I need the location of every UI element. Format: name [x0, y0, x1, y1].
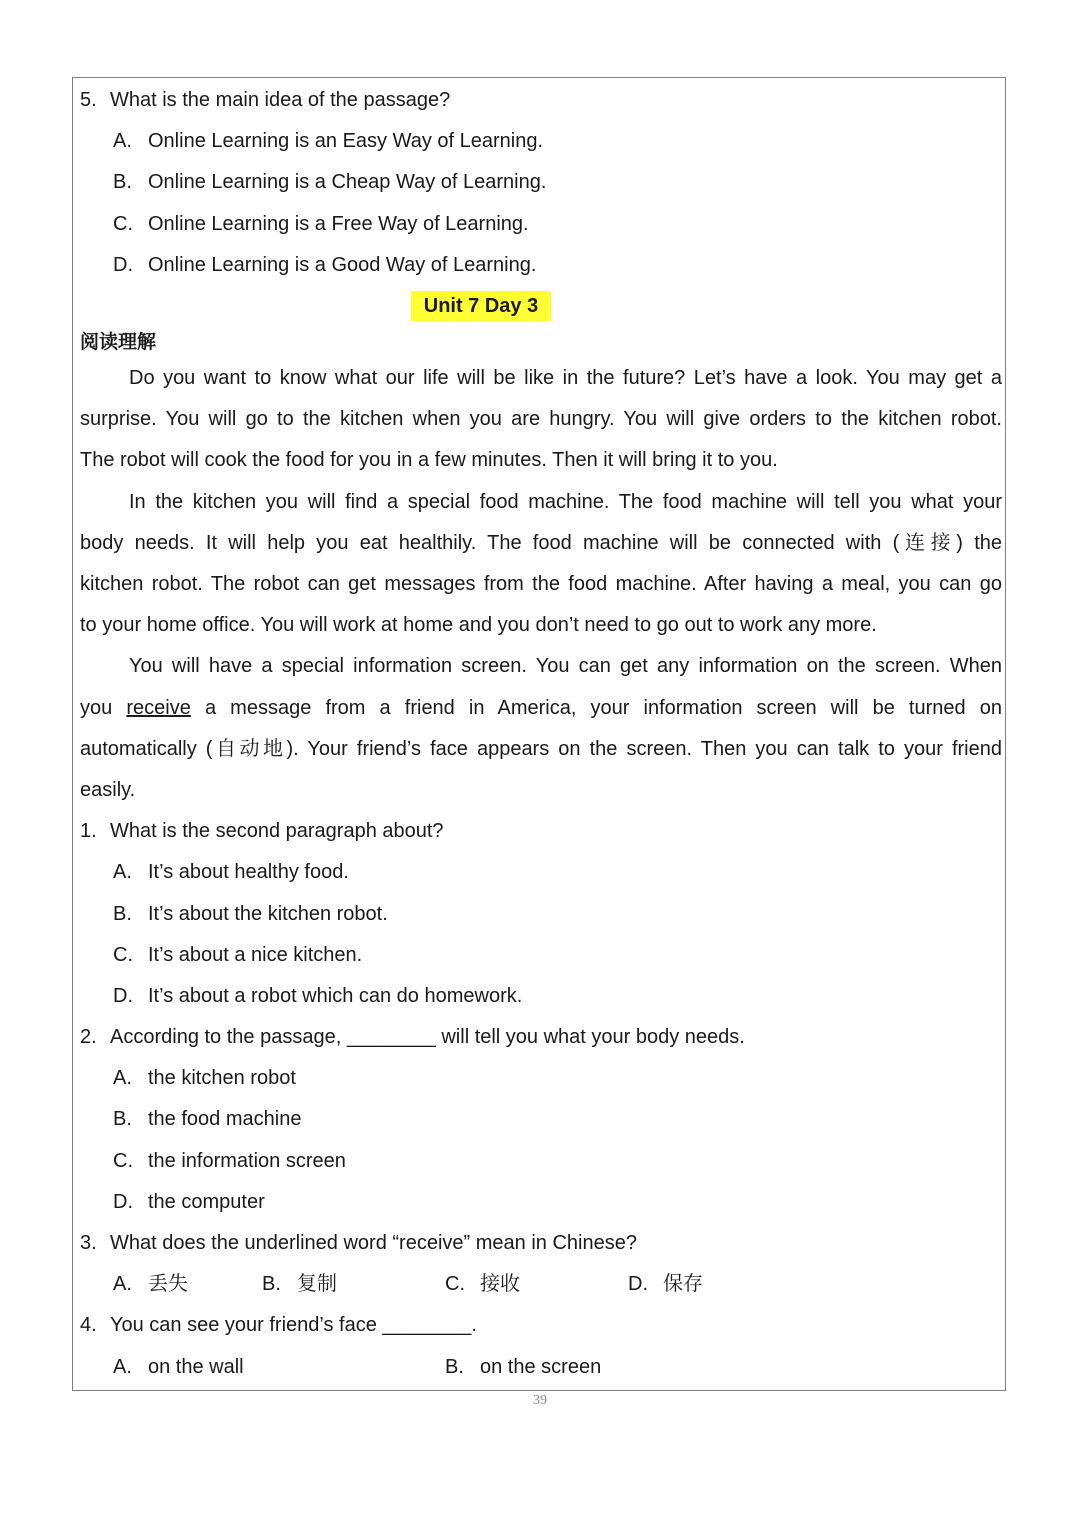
option-a: A. on the wall [113, 1355, 244, 1378]
option-a: A. 丢失 [113, 1273, 188, 1296]
option-d: D. Online Learning is a Good Way of Learning. [113, 253, 537, 276]
question-3: 3. What does the underlined word “receive” mean in Chinese? [80, 1232, 637, 1255]
passage-paragraph-3: You will have a special information screen. You can get any information on the screen. When you receive a message from a friend in America, your information screen will be turned on automatically (自动地). Your friend’s face appears on the screen. Then you can talk to your friend easily. [80, 655, 1002, 801]
option-b: B. the food machine [113, 1108, 302, 1131]
option-d: D. the computer [113, 1190, 265, 1213]
question-5-prev [80, 80, 1002, 121]
options-row [80, 1264, 1002, 1305]
option-d: D. 保存 [628, 1273, 703, 1296]
passage-paragraph-1: Do you want to know what our life will be like in the future? Let’s have a look. You may get a surprise. You will go to the kitchen when you are hungry. You will give orders to the kitchen robot. The robot will cook the food for you in a few minutes. Then it will bring it to you. [80, 366, 1002, 472]
passage-paragraph-2: In the kitchen you will find a special food machine. The food machine will tell you what your body needs. It will help you eat healthily. The food machine will be connected with (连接) the kitchen robot. The robot can get messages from the food machine. After having a meal, you can go to your home office. You will work at home and you don’t need to go out to work any more. [80, 490, 1002, 637]
underlined-word: receive [126, 696, 191, 719]
option-c: C. 接收 [445, 1273, 520, 1296]
section-label: 阅读理解 [80, 330, 157, 353]
option-b: B. Online Learning is a Cheap Way of Learning. [113, 171, 547, 194]
question-text: What is the main idea of the passage? [110, 89, 451, 111]
option-a: A. It’s about healthy food. [113, 861, 349, 884]
question-number: 5. [80, 89, 97, 111]
option-a: A. Online Learning is an Easy Way of Learning. [113, 130, 544, 153]
passage-line-with-underline: you receive a message from a friend in America, your information screen will be turned on [80, 696, 1002, 719]
option-a: A. the kitchen robot [113, 1067, 296, 1090]
question-4: 4. You can see your friend’s face ________. [80, 1314, 477, 1337]
option-c: C. Online Learning is a Free Way of Learning. [113, 212, 529, 235]
question-2: 2. According to the passage, ________ will tell you what your body needs. [80, 1026, 745, 1049]
option-c: C. the information screen [113, 1149, 346, 1172]
worksheet-content [80, 80, 1002, 1388]
page-number: 39 [533, 1393, 547, 1408]
option-c: C. It’s about a nice kitchen. [113, 943, 363, 966]
option-b: B. It’s about the kitchen robot. [113, 902, 388, 925]
option-d: D. It’s about a robot which can do homework. [113, 984, 523, 1007]
unit-title: Unit 7 Day 3 [411, 291, 551, 321]
option-b: B. 复制 [262, 1273, 337, 1296]
options-row [80, 1347, 1002, 1388]
option-b: B. on the screen [445, 1355, 602, 1378]
question-1: 1. What is the second paragraph about? [80, 820, 444, 843]
unit-title-row [0, 286, 1002, 326]
